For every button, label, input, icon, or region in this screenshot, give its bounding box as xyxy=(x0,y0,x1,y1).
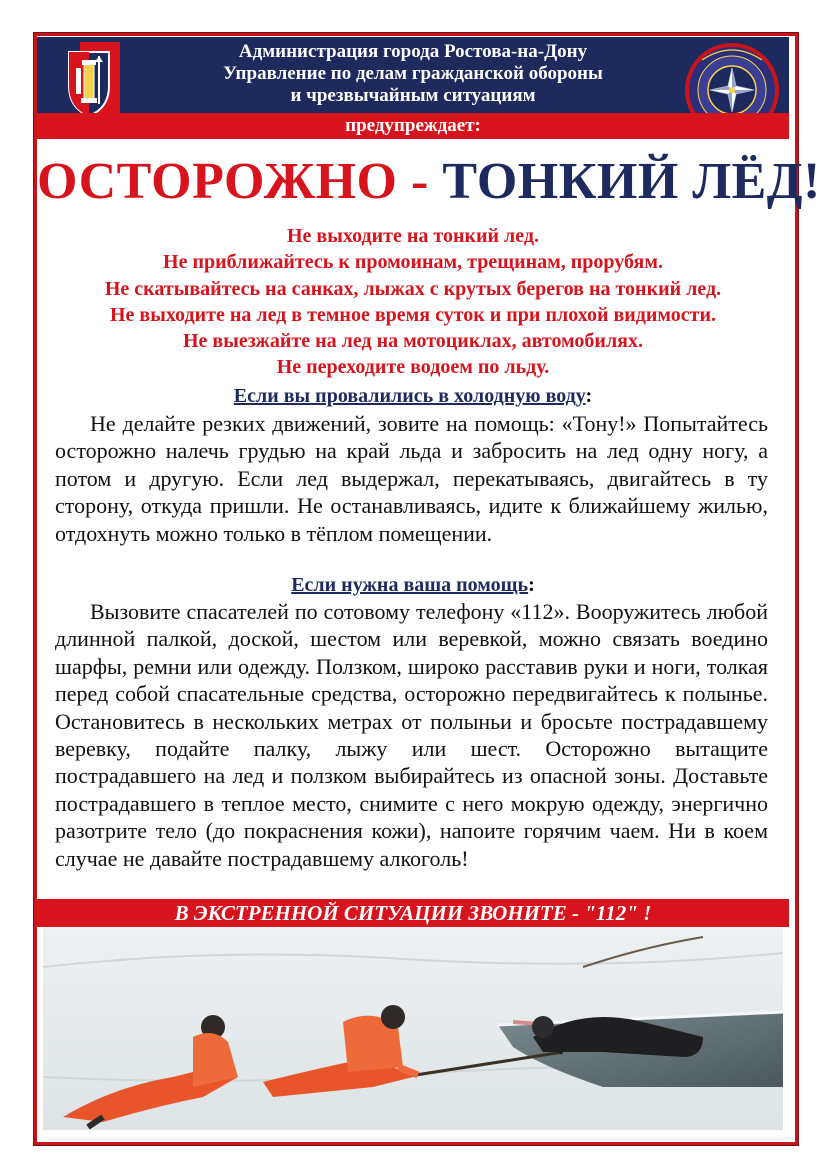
section-heading-fell-through xyxy=(37,384,789,408)
section-heading-help-needed xyxy=(37,573,789,597)
page-title xyxy=(37,150,821,214)
section-heading-colon: : xyxy=(528,574,535,596)
org-line-1: Администрация города Ростова-на-Дону xyxy=(238,41,588,62)
org-line-3: и чрезвычайным ситуациям xyxy=(290,85,536,106)
section-heading-text: Если вы провалились в холодную воду xyxy=(233,385,586,407)
organization-name xyxy=(150,41,676,107)
paragraph: Не делайте резких движений, зовите на помощь: «Тону!» Попытайтесь осторожно налечь грудью на край льда и забросить на лед одну ногу, а потом и другую. Если лед выдержал, перекатываясь, двигайтесь в ту сторону, откуда пришли. Не останавливаясь, идите к ближайшему жилью, отдохнуть можно только в тёплом помещении. xyxy=(55,411,768,546)
coat-of-arms-icon xyxy=(58,42,120,120)
section-body-help-needed xyxy=(55,598,768,872)
ice-rescue-photo xyxy=(43,927,783,1130)
rule-item: Не скатывайтесь на санках, лыжах с крутых берегов на тонкий лед. xyxy=(104,277,722,300)
section-heading-colon: : xyxy=(585,385,593,407)
emergency-call-banner: В ЭКСТРЕННОЙ СИТУАЦИИ ЗВОНИТЕ - "112" ! xyxy=(37,899,789,927)
rule-item: Не переходите водоем по льду. xyxy=(276,356,550,379)
section-heading-text: Если нужна ваша помощь xyxy=(291,574,529,596)
rule-item: Не выходите на лед в темное время суток и при плохой видимости. xyxy=(109,303,717,326)
title-caution: ОСТОРОЖНО - xyxy=(37,153,443,210)
title-thin-ice: ТОНКИЙ ЛЁД! xyxy=(442,153,821,210)
rule-item: Не приближайтесь к промоинам, трещинам, прорубям. xyxy=(163,251,663,274)
rule-item: Не выходите на тонкий лед. xyxy=(287,225,539,247)
org-line-2: Управление по делам гражданской обороны xyxy=(223,63,603,84)
safety-rules-list xyxy=(37,223,789,381)
paragraph: Вызовите спасателей по сотовому телефону «112». Вооружитесь любой длинной палкой, доской, шестом или веревкой, можно связать воедино шарфы, ремни или одежду. Ползком, широко расставив руки и ноги, толкая перед собой спасательные средства, осторожно передвигайтесь к полынье. Остановитесь в нескольких метрах от полыньи и бросьте пострадавшему веревку, подайте палку, лыжу или шест. Осторожно вытащите пострадавшего на лед и ползком выбирайтесь из опасной зоны. Доставьте пострадавшего в теплое место, снимите с него мокрую одежду, энергично разотрите тело (до покраснения кожи), напоите горячим чаем. Ни в коем случае не давайте пострадавшему алкоголь! xyxy=(55,599,768,871)
warns-label: предупреждает: xyxy=(345,115,481,136)
rule-item: Не выезжайте на лед на мотоциклах, автомобилях. xyxy=(183,330,643,353)
section-body-fell-through xyxy=(55,410,768,547)
